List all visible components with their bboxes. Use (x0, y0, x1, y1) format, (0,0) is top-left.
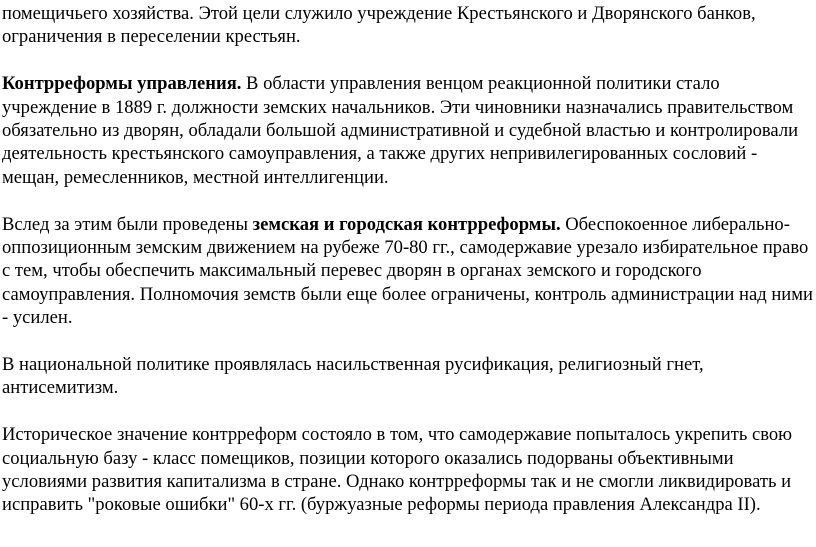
paragraph-heading: земская и городская контрреформы. (252, 213, 561, 235)
paragraph-text: помещичьего хозяйства. Этой цели служило учреждение Крестьянского и Дворянского банков, ограничения в переселении крестьян. (2, 3, 756, 48)
paragraph-text: В национальной политике проявлялась насильственная русификация, религиозный гнет, антисемитизм. (2, 354, 704, 399)
paragraph-lead: Вслед за этим были проведены (2, 213, 253, 235)
paragraph-heading: Контрреформы управления. (2, 73, 242, 95)
paragraph-text: Обеспокоенное либерально-оппозиционным земским движением на рубеже 70-80 гг., самодержавие урезало избирательное право с тем, чтобы обеспечить максимальный перевес дворян в органах земского и городского самоуправления. Полномочия земств были еще более ограничены, контроль администрации над ними - усилен. (2, 213, 813, 329)
paragraph-administration-counterreforms (2, 72, 814, 189)
paragraph-text: Историческое значение контрреформ состояло в том, что самодержавие попыталось укрепить свою социальную базу - класс помещиков, позиции которого оказались подорваны объективными условиями развития капитализма в стране. Однако контрреформы так и не смогли ликвидировать и исправить "роковые ошибки" 60-х гг. (буржуазные реформы периода правления Александра II). (2, 424, 793, 516)
paragraph-zemstvo-counterreforms (2, 213, 814, 330)
paragraph-text: В области управления венцом реакционной политики стало учреждение в 1889 г. должности земских начальников. Эти чиновники назначались правительством обязательно из дворян, обладали большой административной и судебной властью и контролировали деятельность крестьянского самоуправления, а также других непривилегированных сословий - мещан, ремесленников, местной интеллигенции. (2, 73, 799, 188)
paragraph-historical-significance (2, 423, 814, 517)
paragraph-banks (2, 2, 814, 49)
paragraph-national-policy (2, 353, 814, 400)
